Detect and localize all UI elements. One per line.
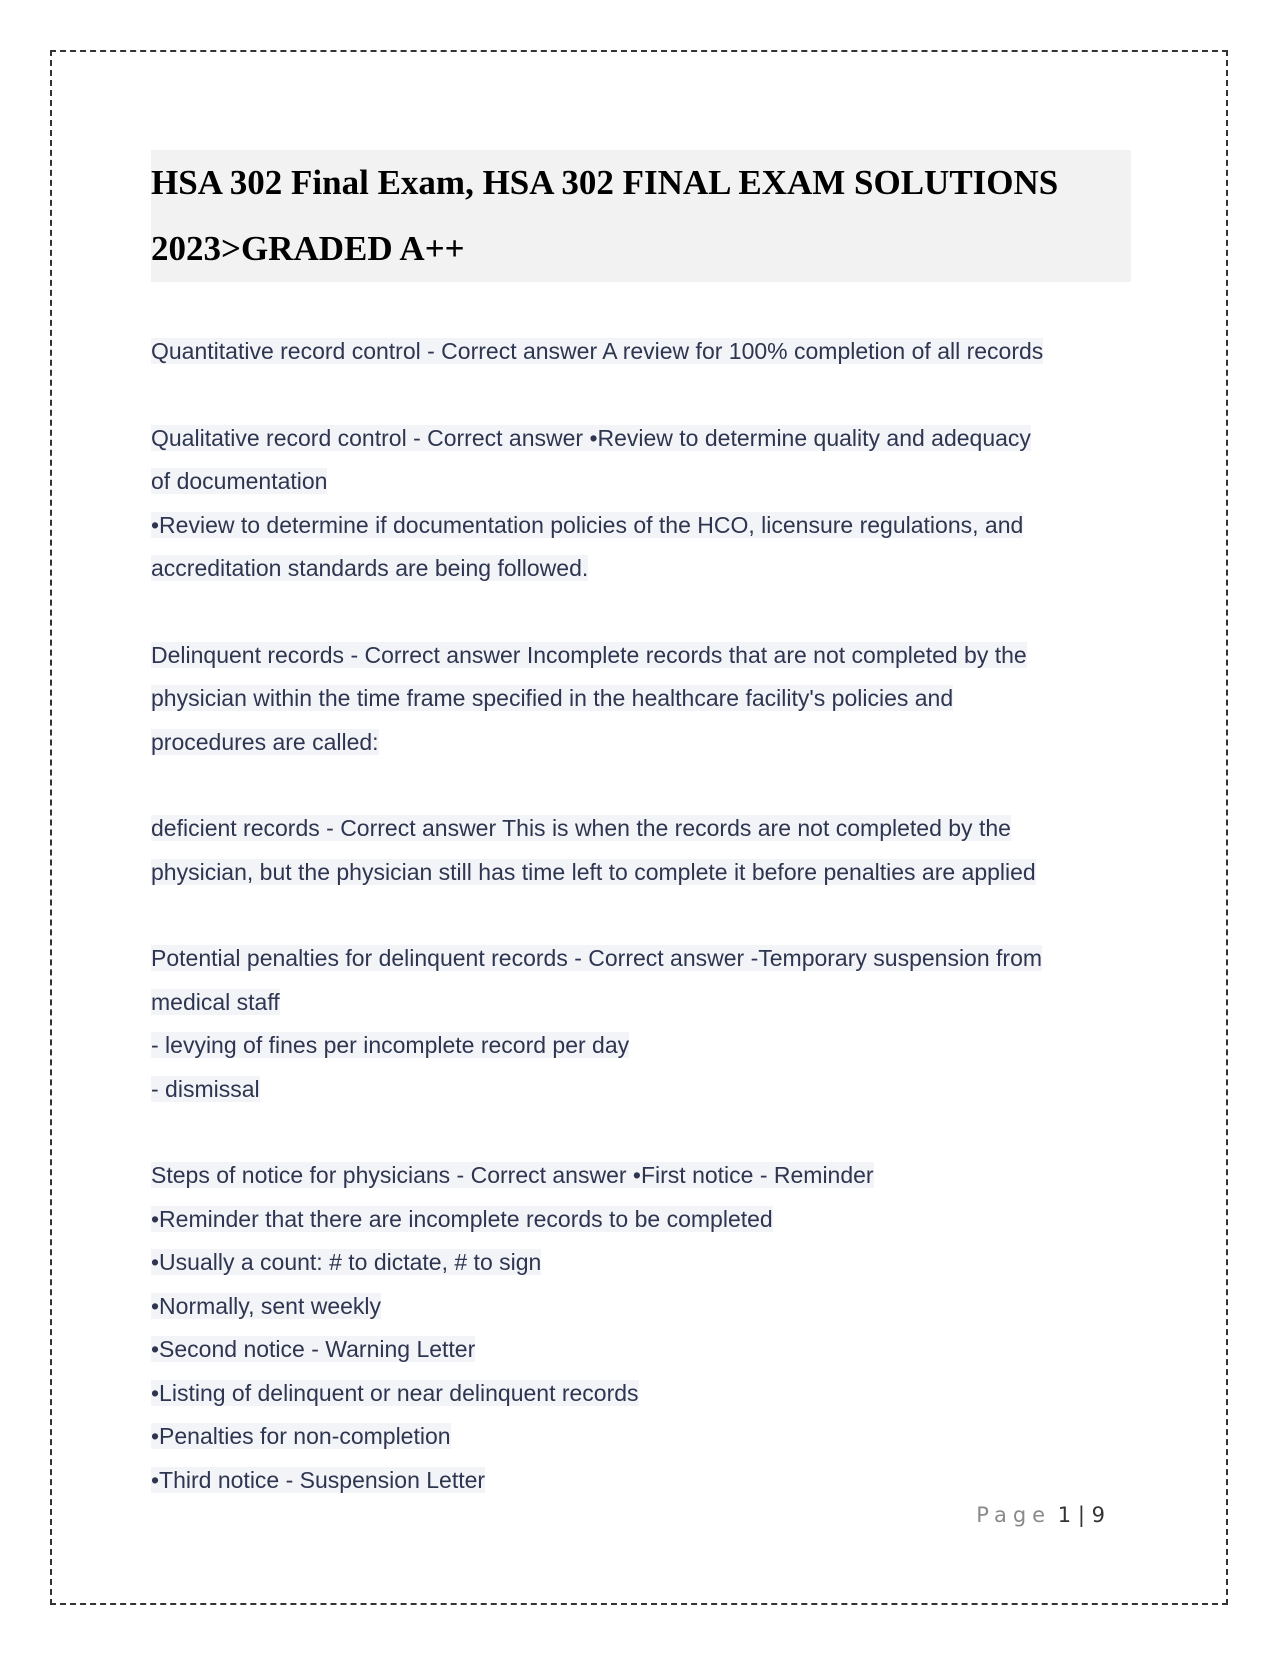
qa-line [151,981,1131,1025]
qa-line-text: procedures are called: [151,728,379,755]
qa-line [151,547,1131,591]
qa-line [151,721,1131,765]
qa-line [151,1241,1131,1285]
qa-line-text: physician, but the physician still has time left to complete it before penalties are applied [151,858,1036,885]
qa-line [151,807,1131,851]
qa-line [151,1372,1131,1416]
qa-line [151,677,1131,721]
qa-line-text: - dismissal [151,1075,260,1102]
qa-entry [151,1154,1131,1502]
qa-line-text: Delinquent records - Correct answer Incomplete records that are not completed by the [151,641,1027,668]
qa-line-text: Potential penalties for delinquent records - Correct answer -Temporary suspension from [151,945,1043,971]
qa-line-text: •Normally, sent weekly [151,1292,382,1319]
qa-line-text: •Listing of delinquent or near delinquent records [151,1379,639,1406]
qa-line-text: •Second notice - Warning Letter [151,1336,476,1362]
qa-line-text: medical staff [151,988,280,1015]
qa-line-text: •Usually a count: # to dictate, # to sign [151,1249,542,1275]
page-label: Page [976,1503,1052,1527]
qa-line [151,1328,1131,1372]
qa-line-text: - levying of fines per incomplete record per day [151,1032,630,1058]
qa-line-text: deficient records - Correct answer This is when the records are not completed by the [151,815,1011,841]
page-footer [976,1503,1105,1527]
document-body [151,150,1131,1545]
qa-line [151,1154,1131,1198]
qa-list [151,330,1131,1502]
qa-line [151,851,1131,895]
qa-line-text: •Reminder that there are incomplete records to be completed [151,1205,773,1232]
qa-entry [151,807,1131,894]
qa-line-text: of documentation [151,468,328,494]
qa-line [151,1285,1131,1329]
qa-line [151,417,1131,461]
qa-line [151,1024,1131,1068]
qa-entry [151,417,1131,591]
qa-entry [151,634,1131,765]
qa-line [151,1459,1131,1503]
total-pages-number: 9 [1091,1503,1105,1527]
qa-line-text: accreditation standards are being followed. [151,555,589,581]
qa-line-text: •Penalties for non-completion [151,1423,451,1449]
qa-line-text: Quantitative record control - Correct answer A review for 100% completion of all records [151,338,1044,364]
qa-line [151,1198,1131,1242]
current-page-number: 1 [1057,1503,1072,1527]
qa-line [151,330,1131,374]
qa-line-text: •Review to determine if documentation policies of the HCO, licensure regulations, and [151,511,1024,538]
qa-line-text: Qualitative record control - Correct answer •Review to determine quality and adequacy [151,424,1031,451]
qa-line [151,460,1131,504]
qa-line [151,634,1131,678]
qa-line-text: physician within the time frame specified in the healthcare facility's policies and [151,685,954,711]
page-separator: | [1077,1503,1085,1527]
qa-line-text: Steps of notice for physicians - Correct answer •First notice - Reminder [151,1162,874,1188]
qa-entry [151,330,1131,374]
qa-line [151,937,1131,981]
qa-line [151,1068,1131,1112]
qa-entry [151,937,1131,1111]
qa-line-text: •Third notice - Suspension Letter [151,1466,486,1493]
qa-line [151,1415,1131,1459]
qa-line [151,504,1131,548]
document-title: HSA 302 Final Exam, HSA 302 FINAL EXAM SOLUTIONS 2023>GRADED A++ [151,150,1131,282]
